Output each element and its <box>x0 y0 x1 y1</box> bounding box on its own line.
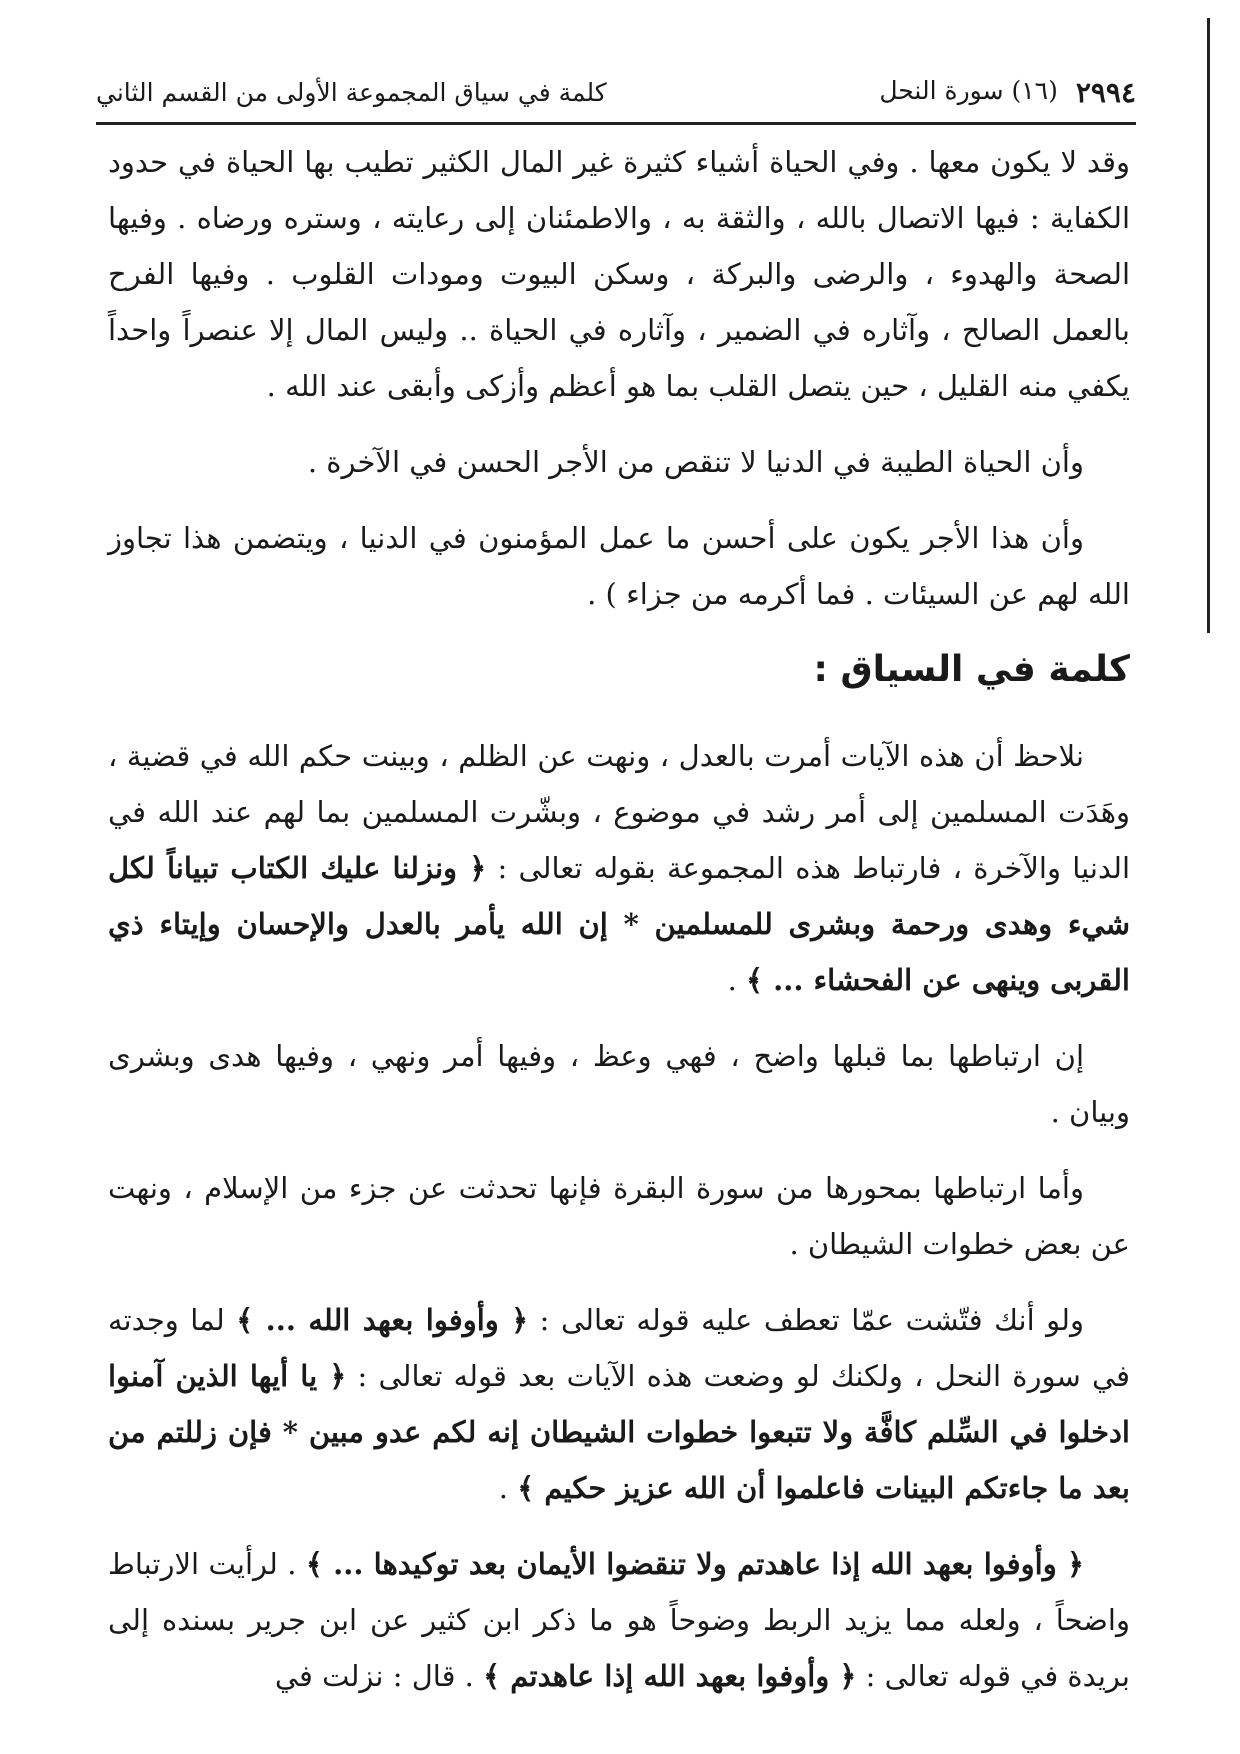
text-run: . لرأيت الارتباط واضحاً ، ولعله مما يزيد الربط وضوحاً هو ما ذكر ابن كثير عن ابن جرير بسنده إلى بريدة في قوله تعالى : <box>108 1547 1130 1693</box>
paragraph: وأن هذا الأجر يكون على أحسن ما عمل المؤمنون في الدنيا ، ويتضمن هذا تجاوز الله لهم عن السيئات . فما أكرمه من جزاء ) . <box>108 521 1130 611</box>
page-number: ٢٩٩٤ <box>1075 75 1136 109</box>
quran-quote: ﴿ وأوفوا بعهد الله إذا عاهدتم ﴾ <box>483 1659 857 1693</box>
header-right <box>879 76 1136 109</box>
text-run: . قال : نزلت في <box>274 1659 484 1693</box>
paragraph: وأن الحياة الطيبة في الدنيا لا تنقص من الأجر الحسن في الآخرة . <box>307 445 1084 479</box>
paragraph <box>108 1292 1130 1516</box>
paragraph: وأما ارتباطها بمحورها من سورة البقرة فإنها تحدثت عن جزء من الإسلام ، ونهت عن بعض خطوات الشيطان . <box>108 1171 1130 1261</box>
page-header <box>96 62 1136 125</box>
text-run: . <box>727 963 747 997</box>
text-run: نلاحظ أن هذه الآيات أمرت بالعدل ، ونهت عن الظلم ، وبينت حكم الله في قضية ، وهَدَت المسلمين إلى أمر رشد في موضوع ، وبشّرت المسلمين بما لهم عند الله في الدنيا والآخرة ، فارتباط هذه المجموعة بقوله تعالى : <box>108 739 1131 885</box>
quran-quote: ﴿ وأوفوا بعهد الله إذا عاهدتم ولا تنقضوا الأيمان بعد توكيدها ... ﴾ <box>305 1547 1084 1581</box>
quran-quote: ﴿ ونزلنا عليك الكتاب تبياناً لكل شيء وهدى ورحمة وبشرى للمسلمين * إن الله يأمر بالعدل والإحسان وإيتاء ذي القربى وينهى عن الفحشاء ... ﴾ <box>108 851 1130 997</box>
paragraph: وقد لا يكون معها . وفي الحياة أشياء كثيرة غير المال الكثير تطيب بها الحياة في حدود الكفاية : فيها الاتصال بالله ، والثقة به ، والاطمئنان إلى رعايته ، وستره ورضاه . وفيها الصحة والهدوء ، والرضى والبركة ، وسكن البيوت ومودات القلوب . وفيها الفرح بالعمل الصالح ، وآثاره في الضمير ، وآثاره في الحياة .. وليس المال إلا عنصراً واحداً يكفي منه القليل ، حين يتصل القلب بما هو أعظم وأزكى وأبقى عند الله . <box>108 145 1130 403</box>
quran-quote: ﴿ وأوفوا بعهد الله ... ﴾ <box>236 1303 529 1337</box>
paragraph <box>108 1536 1130 1704</box>
surah-name: (١٦) سورة النحل <box>879 75 1058 105</box>
body-text <box>108 134 1130 1724</box>
quran-quote: ﴿ يا أيها الذين آمنوا ادخلوا في السِّلم كافَّة ولا تتبعوا خطوات الشيطان إنه لكم عدو مبين * فإن زللتم من بعد ما جاءتكم البينات فاعلموا أن الله عزيز حكيم ﴾ <box>108 1359 1130 1505</box>
text-run: لما وجدته في سورة النحل ، ولكنك لو وضعت هذه الآيات بعد قوله تعالى : <box>108 1303 1131 1393</box>
paragraph <box>108 728 1130 1008</box>
text-run: . <box>498 1471 518 1505</box>
page-edge-rule <box>1207 18 1210 633</box>
section-heading: كلمة في السياق : <box>813 649 1130 690</box>
running-title: كلمة في سياق المجموعة الأولى من القسم الثاني <box>96 77 607 107</box>
text-run: ولو أنك فتّشت عمّا تعطف عليه قوله تعالى : <box>539 1303 1084 1337</box>
paragraph: إن ارتباطها بما قبلها واضح ، فهي وعظ ، وفيها أمر ونهي ، وفيها هدى وبشرى وبيان . <box>108 1039 1130 1129</box>
